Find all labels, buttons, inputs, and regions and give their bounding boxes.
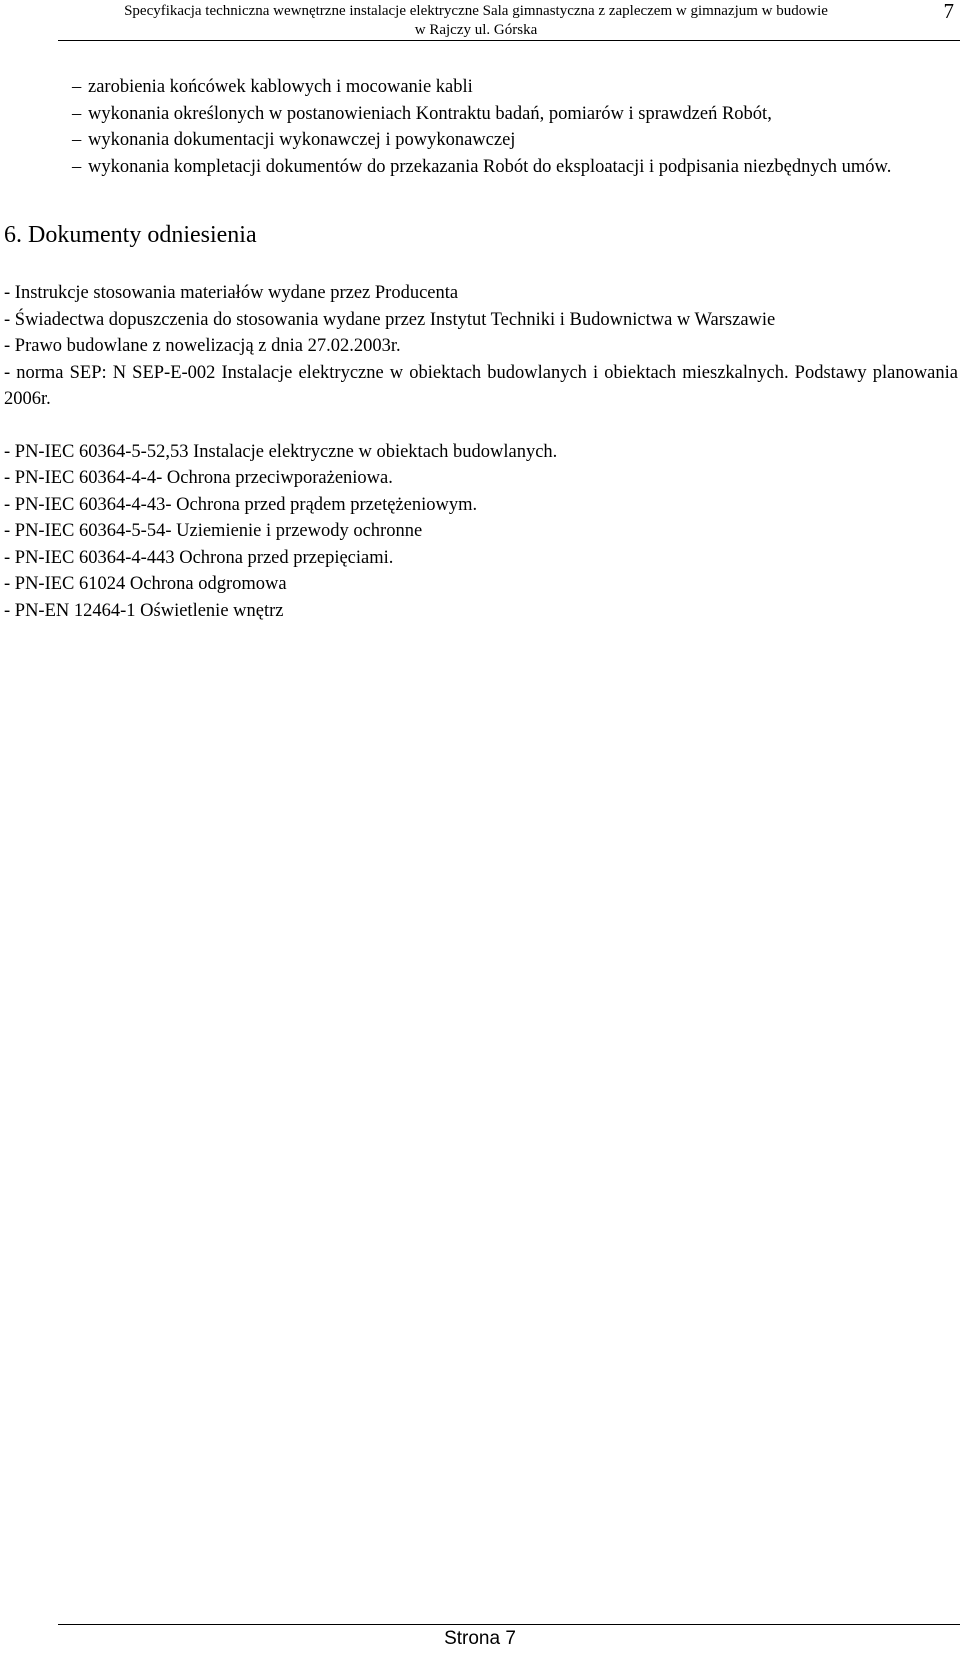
header-title-line-1: Specyfikacja techniczna wewnętrzne instalacje elektryczne Sala gimnastyczna z zapleczem w gimnazjum w budowie (124, 3, 828, 19)
reference-item: - Prawo budowlane z nowelizacją z dnia 27.02.2003r. (4, 336, 401, 356)
standard-item: - PN-IEC 60364-4-443 Ochrona przed przepięciami. (4, 547, 394, 568)
section-heading: 6. Dokumenty odniesienia (4, 222, 257, 248)
list-item (4, 154, 958, 181)
reference-item: - Świadectwa dopuszczenia do stosowania wydane przez Instytut Techniki i Budownictwa w Warszawie (4, 309, 776, 330)
dash-bullet: – (72, 103, 82, 124)
dash-bullet: – (72, 77, 82, 97)
header-page-number: 7 (943, 0, 954, 23)
standards-list (4, 439, 958, 625)
page-header (58, 2, 894, 40)
list-item-text: wykonania dokumentacji wykonawczej i powykonawczej (88, 130, 516, 150)
list-item-text: wykonania kompletacji dokumentów do przekazania Robót do eksploatacji i podpisania niezbędnych umów. (88, 156, 892, 177)
dash-bullet: – (72, 130, 82, 150)
list-item-text: zarobienia końcówek kablowych i mocowanie kabli (88, 77, 473, 97)
standard-item: - PN-IEC 60364-4-4- Ochrona przeciwporażeniowa. (4, 468, 393, 488)
standard-item: - PN-IEC 60364-5-54- Uziemienie i przewody ochronne (4, 521, 423, 541)
standard-item: - PN-IEC 60364-5-52,53 Instalacje elektryczne w obiektach budowlanych. (4, 441, 558, 462)
list-item (4, 74, 958, 101)
reference-item: - norma SEP: N SEP-E-002 Instalacje elektryczne w obiektach budowlanych i obiektach mieszkalnych. Podstawy planowania 2006r. (4, 362, 958, 409)
reference-item: - Instrukcje stosowania materiałów wydane przez Producenta (4, 283, 459, 303)
reference-list (4, 280, 958, 413)
list-item-text: wykonania określonych w postanowieniach Kontraktu badań, pomiarów i sprawdzeń Robót, (88, 103, 772, 124)
dash-list (4, 74, 958, 180)
standard-item: - PN-IEC 60364-4-43- Ochrona przed prądem przetężeniowym. (4, 494, 478, 515)
list-item (4, 127, 958, 154)
standard-item: - PN-IEC 61024 Ochrona odgromowa (4, 574, 287, 594)
footer-divider (58, 1624, 960, 1625)
spacer (4, 413, 958, 439)
list-item (4, 101, 958, 128)
dash-bullet: – (72, 156, 82, 177)
standard-item: - PN-EN 12464-1 Oświetlenie wnętrz (4, 600, 284, 621)
page-footer: Strona 7 (444, 1628, 516, 1649)
header-title-line-2: w Rajczy ul. Górska (414, 22, 538, 38)
header-divider (58, 40, 960, 41)
document-body (4, 74, 958, 624)
